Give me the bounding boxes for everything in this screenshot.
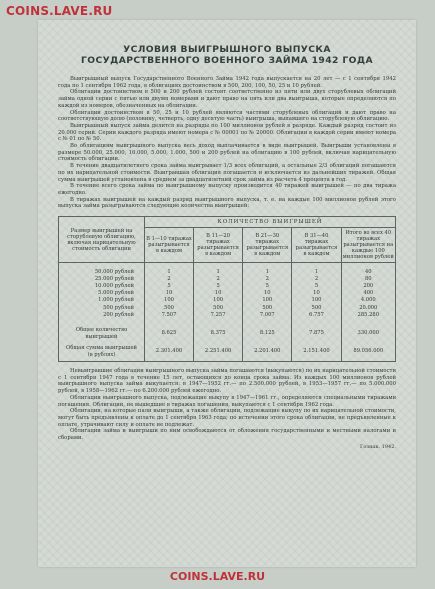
- total-cell: 80: [341, 276, 395, 283]
- count-cell: 1: [243, 269, 292, 276]
- prize-cell: 5.000 рублей: [59, 290, 145, 297]
- site-watermark-bottom: COINS.LAVE.RU: [169, 570, 266, 583]
- prize-cell: 500 рублей: [59, 305, 145, 312]
- count-cell: 2: [243, 276, 292, 283]
- table-row: [59, 297, 396, 304]
- count-cell: 5: [243, 283, 292, 290]
- prize-cell: 10.000 рублей: [59, 283, 145, 290]
- paragraph: Облигации достоинством в 50, 25 и 10 рублей являются частями сторублевых облигаций и дают право на соответствующую долю (половину, четверть, одну десятую часть) выигрыша, выпавшего на сторублевую облигацию.: [58, 109, 396, 123]
- header-prize-size: Размер выигрышей на сторублевую облигацию, включая нарицательную стоимость облигации: [59, 217, 145, 263]
- table-row: [59, 312, 396, 319]
- title-line-1: УСЛОВИЯ ВЫИГРЫШНОГО ВЫПУСКА: [123, 44, 331, 55]
- total-sum-cell: 2.251.400: [194, 343, 243, 362]
- count-cell: 1: [194, 269, 243, 276]
- count-cell: 10: [243, 290, 292, 297]
- paragraph: В тиражах выигрышей на каждый разряд выигрышного выпуска, т. е. на каждые 100 миллионов рублей этого выпуска займа разыгрываются следующие количества выигрышей:: [58, 196, 396, 210]
- title-line-2: ГОСУДАРСТВЕННОГО ВОЕННОГО ЗАЙМА 1942 ГОДА: [81, 55, 373, 66]
- count-cell: 500: [243, 305, 292, 312]
- paragraph: Облигации достоинством в 500 и 200 рублей состоят соответственно из пяти или двух сторублевых облигаций займа одной серии с пятью или двумя номерами и дают право на пять или два выигрыша, которые определяются по каждой из номеров, обозначенных на облигации.: [58, 89, 396, 109]
- prize-table-wrapper: [58, 216, 396, 362]
- paragraph: Облигации займа и выигрыши по ним освобождаются от обложения государственными и местными налогами и сборами.: [58, 428, 396, 442]
- prize-cell: 25.000 рублей: [59, 276, 145, 283]
- paragraph: Невыигравшие облигации выигрышного выпуска займа погашаются (выкупаются) по их нарицательной стоимости с 1 сентября 1947 года в течение 15 лет, остающихся до конца срока займа. Из каждых 100 миллионов рублей выигрышного выпуска займа выкупается: в 1947—1952 гг.— по 2.500.000 рублей, в 1953—1957 гг.— по 5.000.000 рублей, в 1958—1962 гг.— по 6.200.000 рублей ежегодно.: [58, 367, 396, 395]
- paragraph: Во облигациям выигрышного выпуска весь доход выплачивается в виде выигрышей. Выигрыши установлены в размере 50.000, 25.000, 10.000, 5.000, 1.000, 500 и 200 рублей на облигацию в 100 рублей, включая нарицательную стоимость облигации.: [58, 143, 396, 163]
- count-cell: 7.507: [145, 312, 194, 319]
- count-cell: 500: [145, 305, 194, 312]
- count-cell: 7.007: [243, 312, 292, 319]
- total-sum-cell: 2.301.400: [145, 343, 194, 362]
- total-cell: 20.000: [341, 305, 395, 312]
- count-cell: 500: [292, 305, 341, 312]
- printer-mark: Гознак. 1942.: [360, 443, 396, 450]
- paragraph: Выигрышный выпуск займа делится на разряды по 100 миллионов рублей в разряде. Каждый разряд состоит из 20.000 серий. Серии каждого разряда имеют номера с № 00001 по № 20000. Облигации в каждой серии имеют номера с № 01 по № 50.: [58, 122, 396, 143]
- count-cell: 100: [243, 297, 292, 304]
- prize-cell: 1.000 рублей: [59, 297, 145, 304]
- count-cell: 6.757: [292, 312, 341, 319]
- total-count-cell: 330.000: [341, 325, 395, 343]
- header-prize-count-group: КОЛИЧЕСТВО ВЫИГРЫШЕЙ: [145, 217, 396, 228]
- count-cell: 100: [145, 297, 194, 304]
- prize-table: [58, 216, 396, 362]
- count-cell: 10: [292, 290, 341, 297]
- count-cell: 5: [292, 283, 341, 290]
- total-cell: 200: [341, 283, 395, 290]
- table-row: [59, 276, 396, 283]
- count-cell: 1: [145, 269, 194, 276]
- total-sum-row: [59, 343, 396, 362]
- paragraph: Облигации, на которые пали выигрыши, а также облигации, подлежащие выкупу по их нарицательной стоимости, могут быть предъявлены к оплате до 1 сентября 1963 года; по истечении этого срока облигации, не предъявленные к оплате, утрачивают силу и оплате не подлежат.: [58, 408, 396, 428]
- count-cell: 500: [194, 305, 243, 312]
- total-count-label: Общее количество выигрышей: [59, 325, 145, 343]
- total-sum-label: Общая сумма выигрышей (в рублях): [59, 343, 145, 362]
- total-cell: 40: [341, 269, 395, 276]
- count-cell: 2: [292, 276, 341, 283]
- total-count-cell: 8.375: [194, 325, 243, 343]
- count-cell: 2: [194, 276, 243, 283]
- site-watermark-top: COINS.LAVE.RU: [6, 4, 113, 18]
- page-title: [58, 44, 396, 66]
- header-draws-21-30: В 21—30 тиражах разыгрывается в каждом: [243, 228, 292, 263]
- total-cell: 4.000: [341, 297, 395, 304]
- bond-reverse-page: [38, 20, 416, 567]
- paragraph: Облигации выигрышного выпуска, подлежащие выкупу в 1947—1961 гг., определяются специальными тиражами погашения. Облигации, не вышедшие в тиражах погашения, выкупаются с 1 сентября 1962 года.: [58, 394, 396, 408]
- count-cell: 5: [194, 283, 243, 290]
- count-cell: 5: [145, 283, 194, 290]
- header-draws-11-20: В 11—20 тиражах разыгрывается в каждом: [194, 228, 243, 263]
- paragraph: В течение всего срока займа по выигрышному выпуску производится 40 тиражей выигрышей — по два тиража ежегодно.: [58, 183, 396, 196]
- prize-cell: 200 рублей: [59, 312, 145, 319]
- count-cell: 7.257: [194, 312, 243, 319]
- total-cell: 400: [341, 290, 395, 297]
- conditions-text: [58, 76, 396, 210]
- prize-cell: 50.000 рублей: [59, 269, 145, 276]
- total-sum-cell: 2.151.400: [292, 343, 341, 362]
- total-count-cell: 8.625: [145, 325, 194, 343]
- table-row: [59, 269, 396, 276]
- total-sum-cell: 89.056.000: [341, 343, 395, 362]
- paragraph: Выигрышный выпуск Государственного Военного Займа 1942 года выпускается на 20 лет — с 1 сентября 1942 года по 1 сентября 1962 года, в облигациях достоинством в 500, 200, 100, 50, 25 и 10 рублей.: [58, 76, 396, 89]
- table-row: [59, 305, 396, 312]
- count-cell: 2: [145, 276, 194, 283]
- header-total-40-draws: Итого во всех 40 тиражах разыгрывается на каждые 100 миллионов рублей: [341, 228, 395, 263]
- total-cell: 285.280: [341, 312, 395, 319]
- count-cell: 10: [145, 290, 194, 297]
- count-cell: 100: [194, 297, 243, 304]
- count-cell: 1: [292, 269, 341, 276]
- total-count-cell: 8.125: [243, 325, 292, 343]
- header-draws-31-40: В 31—40 тиражах разыгрывается в каждом: [292, 228, 341, 263]
- total-count-row: [59, 325, 396, 343]
- count-cell: 10: [194, 290, 243, 297]
- redemption-text: [58, 368, 396, 442]
- total-count-cell: 7.875: [292, 325, 341, 343]
- count-cell: 100: [292, 297, 341, 304]
- total-sum-cell: 2.201.400: [243, 343, 292, 362]
- header-draws-1-10: В 1—10 тиражах разыгрывается в каждом: [145, 228, 194, 263]
- paragraph: В течение двадцатилетнего срока займа выигрывает 1/3 всех облигаций, а остальные 2/3 облигаций погашаются по их нарицательной стоимости. Выигравшая облигация погашается и исключается из дальнейших тиражей. Общая сумма выигрышей установлена в среднем за двадцатилетний срок займа из расчета 4 процента в год.: [58, 163, 396, 183]
